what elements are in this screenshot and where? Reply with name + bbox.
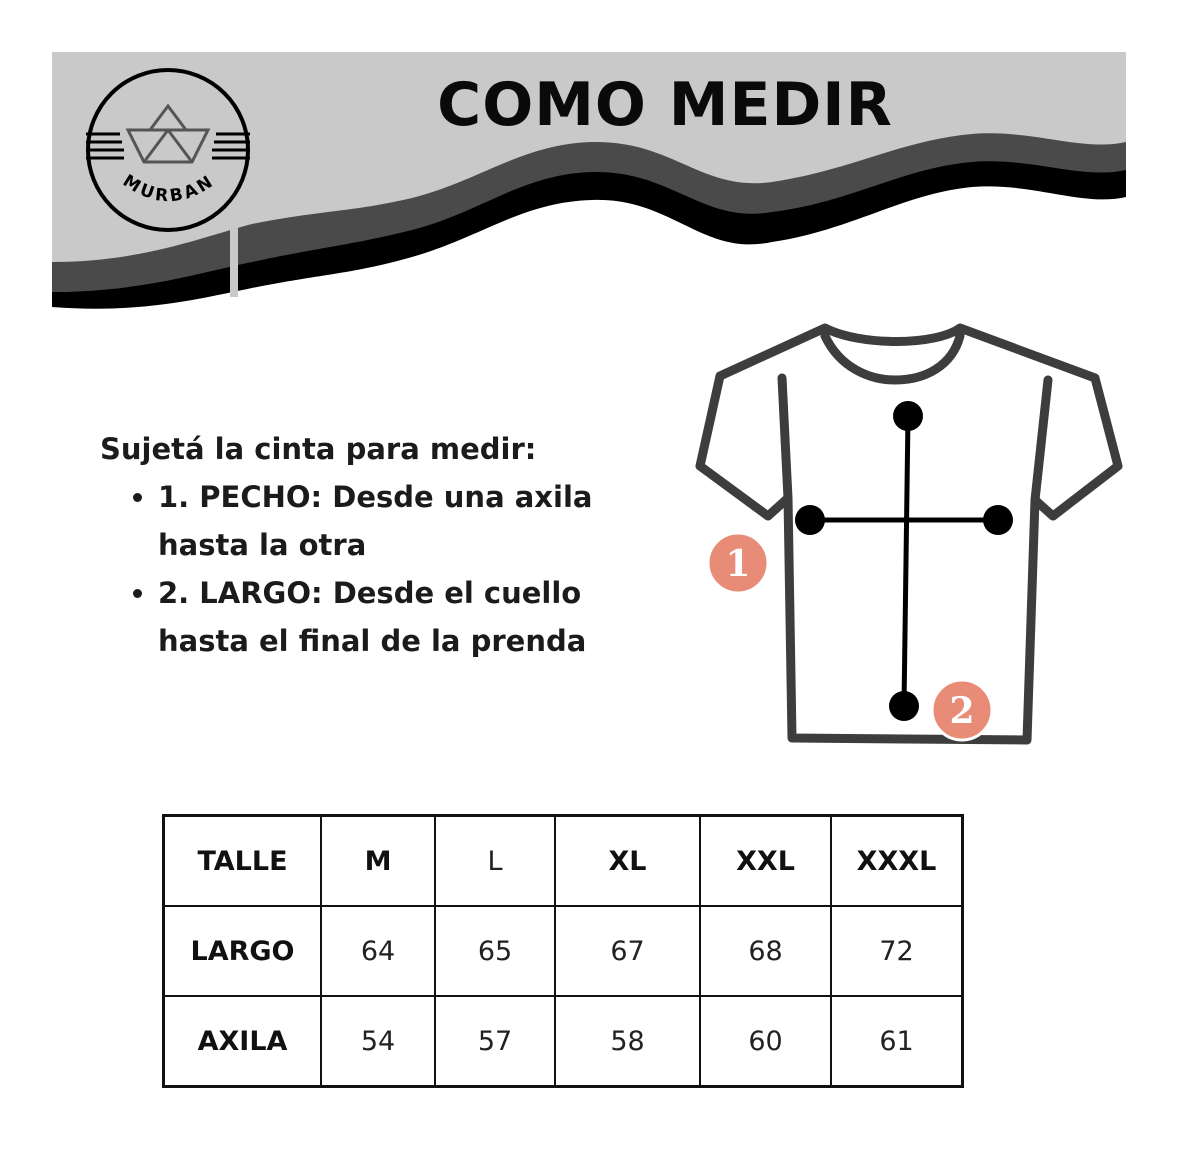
instructions-intro: Sujetá la cinta para medir: [100,432,537,466]
badge-1-label: 1 [725,543,751,585]
row-label-axila: AXILA [164,996,322,1087]
table-cell: 64 [321,906,435,996]
table-row-axila [164,996,963,1087]
measurement-lines [810,416,998,706]
table-cell: 58 [555,996,700,1087]
badge-2-label: 2 [949,690,975,732]
instructions-list [100,473,660,665]
length-badge-icon [932,680,992,740]
tshirt-diagram [690,318,1130,758]
table-cell: 65 [435,906,555,996]
instruction-chest: • 1. PECHO: Desde una axila hasta la otra [158,473,660,569]
instruction-length: • 2. LARGO: Desde el cuello hasta el final de la prenda [158,569,660,665]
table-cell: 67 [555,906,700,996]
svg-text:MURBAN [119,171,219,207]
brand-logo [80,62,256,238]
size-l: L [435,816,555,907]
page-title: COMO MEDIR [437,70,893,140]
tshirt-outline-icon [700,328,1118,740]
row-label-talle: TALLE [164,816,322,907]
table-cell: 68 [700,906,831,996]
size-xl: XL [555,816,700,907]
brand-name: MURBAN [119,170,219,207]
size-m: M [321,816,435,907]
measuring-instructions [100,425,660,665]
table-cell: 60 [700,996,831,1087]
table-cell: 54 [321,996,435,1087]
size-xxxl: XXXL [831,816,963,907]
table-cell: 72 [831,906,963,996]
size-table [162,814,964,1088]
table-cell: 61 [831,996,963,1087]
table-row-largo [164,906,963,996]
row-label-largo: LARGO [164,906,322,996]
size-xxl: XXL [700,816,831,907]
chest-badge-icon [708,533,768,593]
paper-boat-icon [128,106,208,162]
table-cell: 57 [435,996,555,1087]
table-row-header [164,816,963,907]
